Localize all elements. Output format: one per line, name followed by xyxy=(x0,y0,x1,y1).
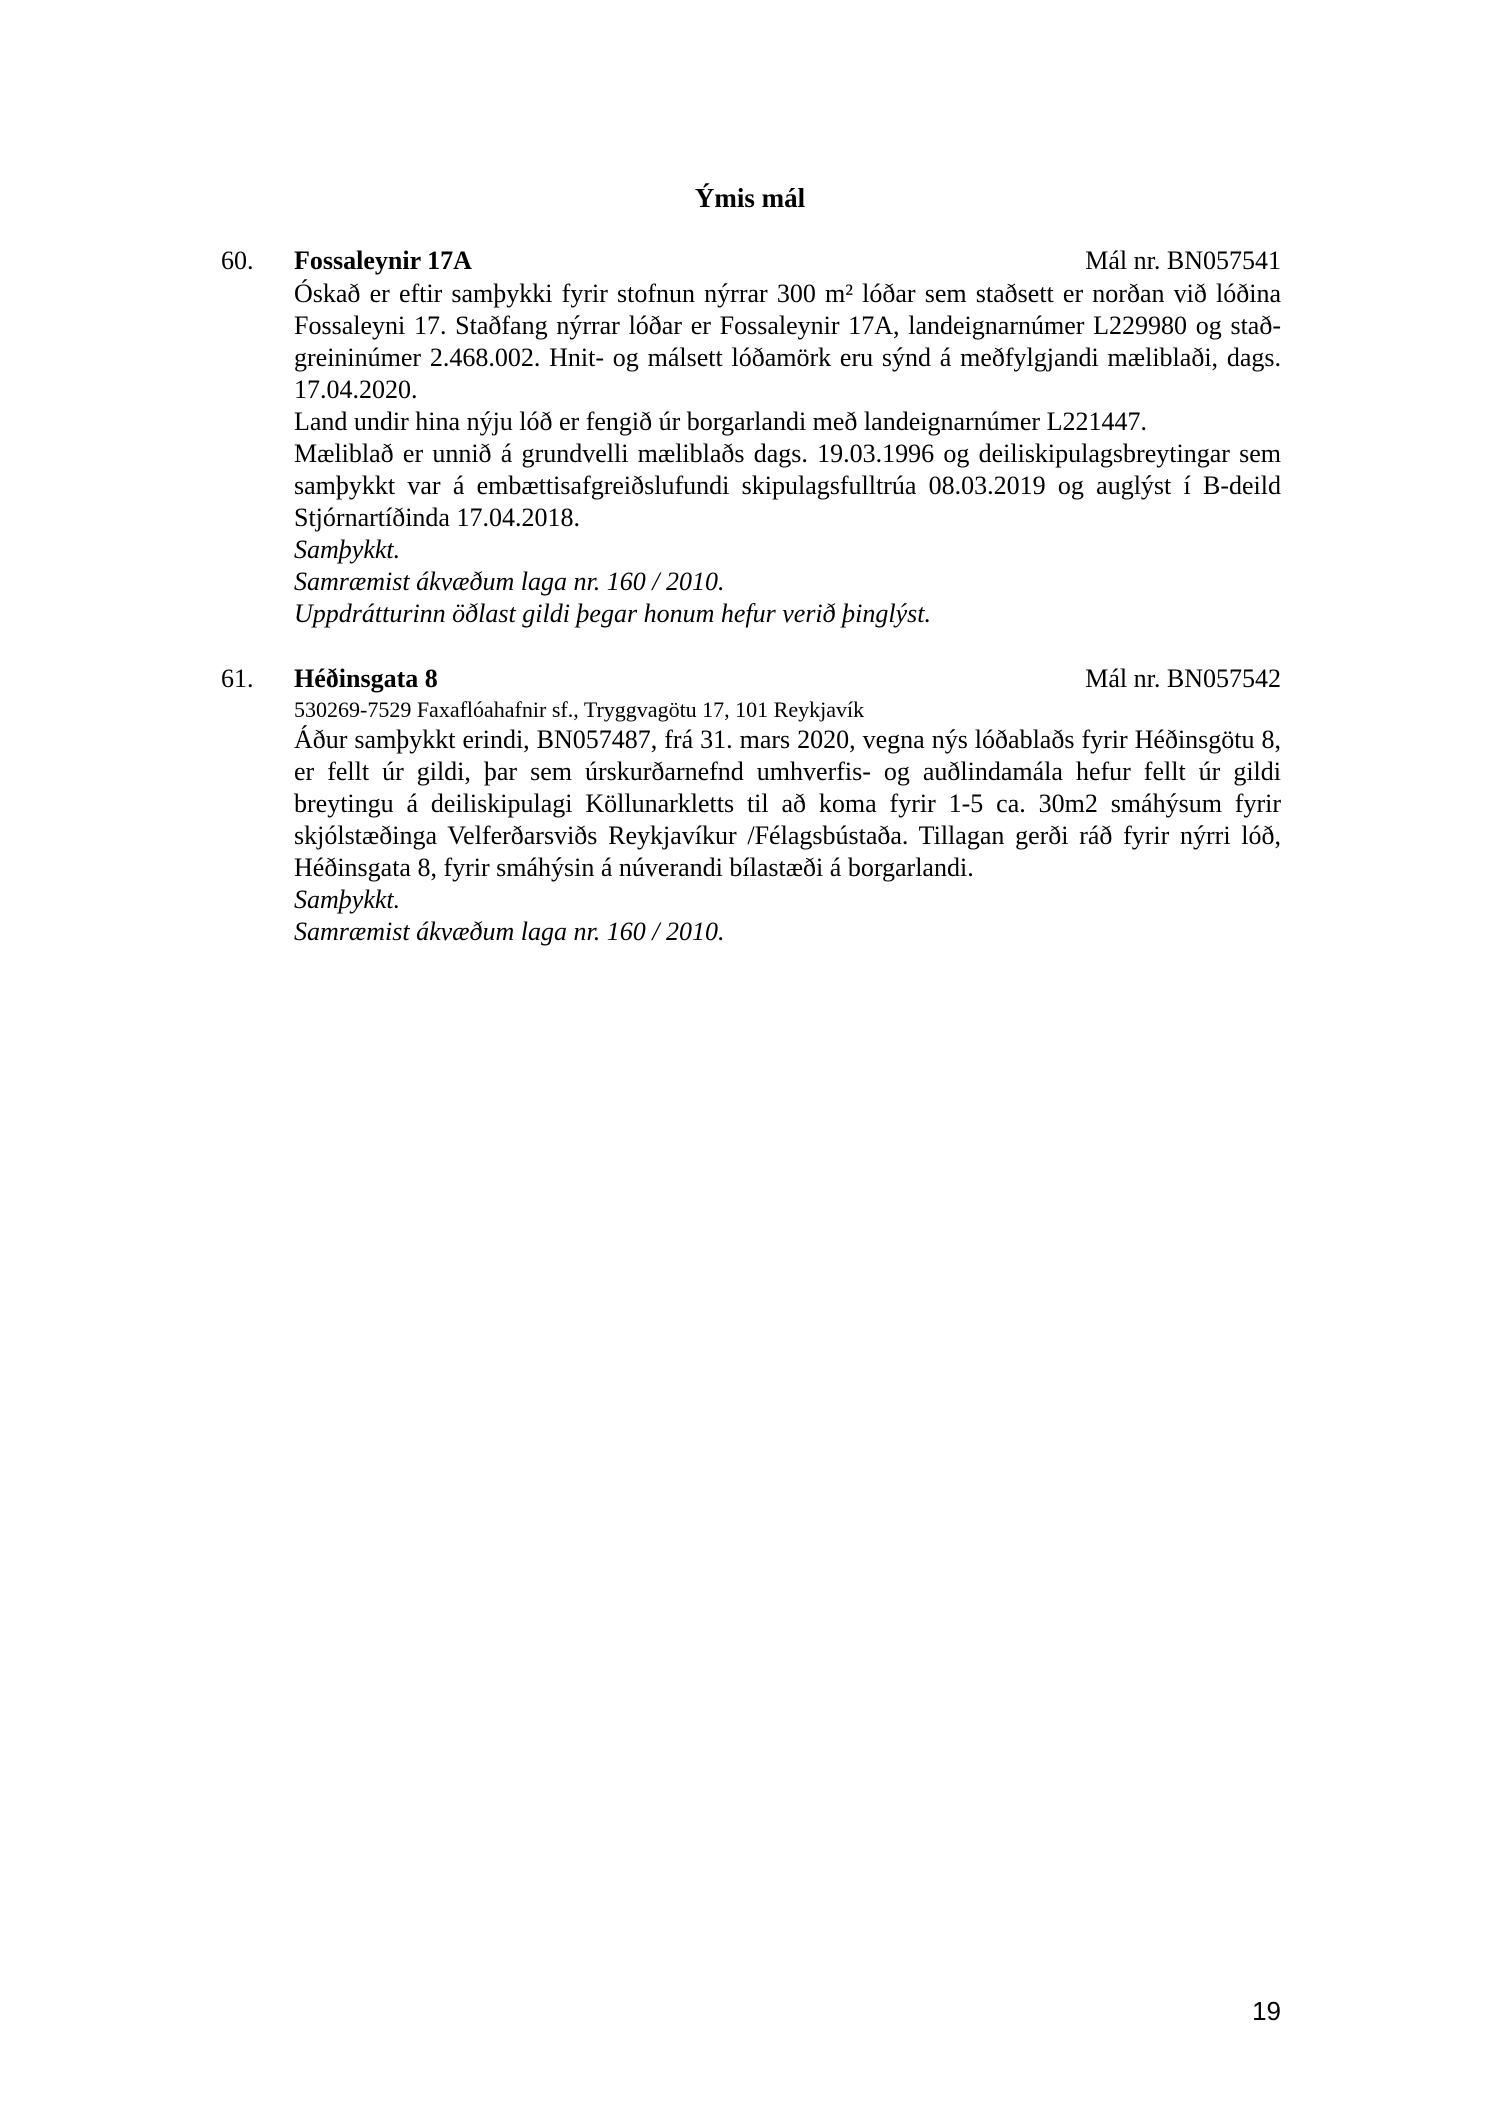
case-body xyxy=(294,696,1281,948)
case-decision: Samræmist ákvæðum laga nr. 160 / 2010. xyxy=(294,567,725,596)
case-decision: Uppdrátturinn öðlast gildi þegar honum hefur verið þinglýst. xyxy=(294,599,931,628)
case-body xyxy=(294,278,1281,630)
case-number: 60. xyxy=(221,246,254,275)
case-header xyxy=(221,244,1281,278)
case-address: Héðinsgata 8 xyxy=(294,664,438,693)
case-reference: Mál nr. BN057541 xyxy=(1085,246,1281,275)
page-heading: Ýmis mál xyxy=(694,183,806,213)
case-description: Áður samþykkt erindi, BN057487, frá 31. mars 2020, vegna nýs lóðablaðs fyrir Héðinsgötu 8, er fellt úr gildi, þar sem úrskurðarnefnd umhverfis- og auðlindamála hefur fellt úr gildi breytingu á deiliskipulagi Köllunarkletts til að koma fyrir 1-5 ca. 30m2 smáhýsum fyrir skjólstæðinga Velferðarsviðs Reykjavíkur /Félagsbústaða. Tillagan gerði ráð fyrir nýrri lóð, Héðinsgata 8, fyrir smáhýsin á núverandi bílastæði á borgarlandi. xyxy=(294,725,1281,882)
case-address: Fossaleynir 17A xyxy=(294,246,472,275)
case-description: Óskað er eftir samþykki fyrir stofnun nýrrar 300 m² lóðar sem staðsett er norðan við lóðina Fossaleyni 17. Staðfang nýrrar lóðar er Fossaleynir 17A, landeignarnúmer L229980 og stað- greininúmer 2.468.002. Hnit- og málsett lóðamörk eru sýnd á meðfylgjandi mæliblaði, dags. 17.04.2020. xyxy=(294,279,1281,404)
page-number: 19 xyxy=(1252,1996,1281,2026)
case-decision: Samræmist ákvæðum laga nr. 160 / 2010. xyxy=(294,917,725,946)
case-decision: Samþykkt. xyxy=(294,885,401,914)
case-number: 61. xyxy=(221,664,254,693)
case-applicant: 530269-7529 Faxaflóahafnir sf., Tryggvagötu 17, 101 Reykjavík xyxy=(294,697,865,722)
case-reference: Mál nr. BN057542 xyxy=(1085,664,1281,693)
case-description: Mæliblað er unnið á grundvelli mæliblaðs dags. 19.03.1996 og deiliskipulagsbreytingar sem samþykkt var á embættisafgreiðslufundi skipulagsfulltrúa 08.03.2019 og auglýst í B-deild Stjórnartíðinda 17.04.2018. xyxy=(294,439,1281,532)
case-item xyxy=(221,244,1281,630)
case-header xyxy=(221,662,1281,696)
case-decision: Samþykkt. xyxy=(294,535,401,564)
case-item xyxy=(221,662,1281,948)
case-description: Land undir hina nýju lóð er fengið úr borgarlandi með landeignarnúmer L221447. xyxy=(294,407,1147,436)
